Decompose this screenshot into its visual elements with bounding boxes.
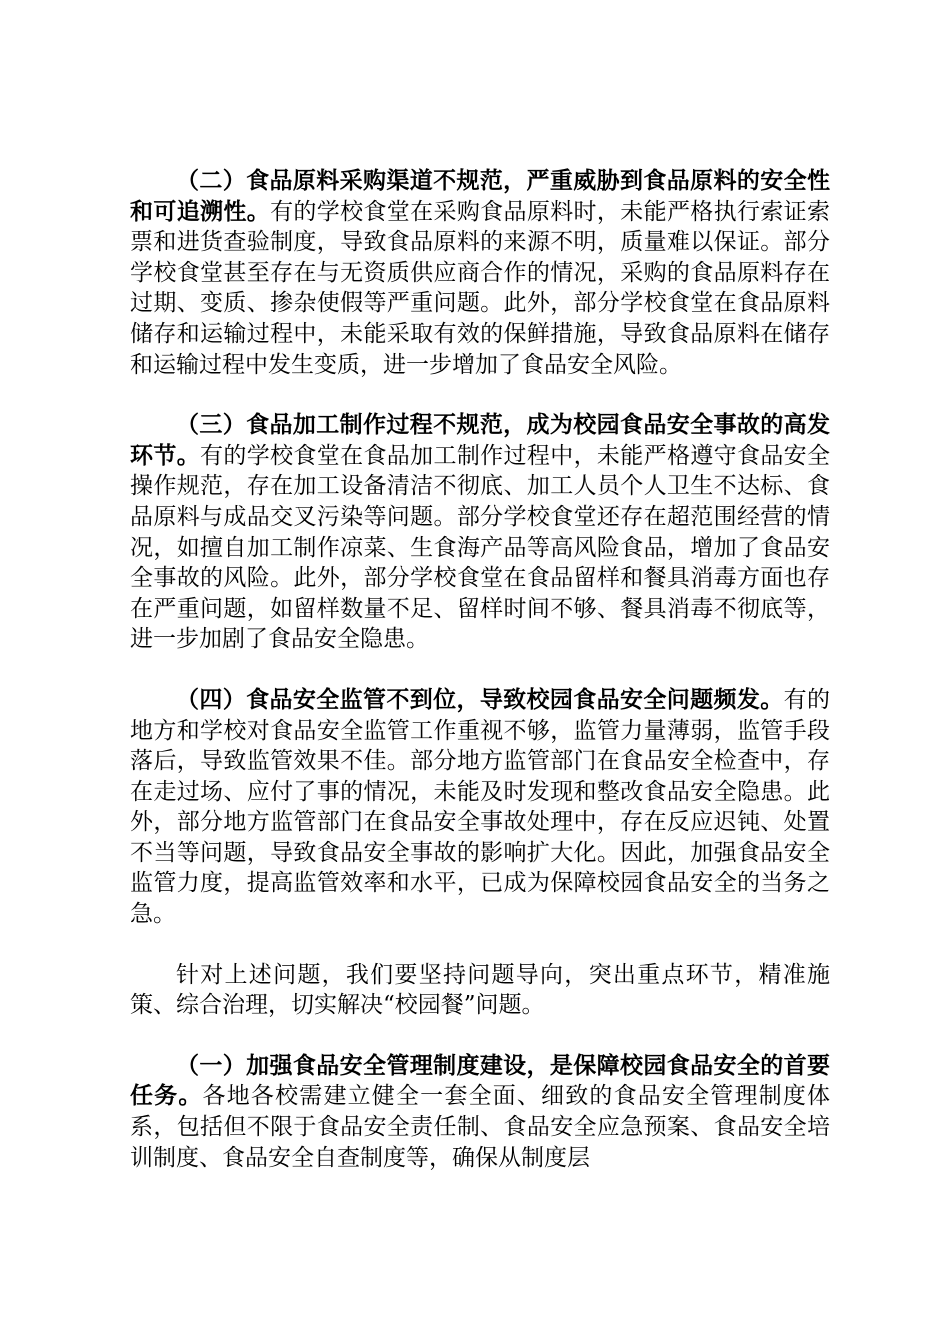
paragraph-body: 有的学校食堂在食品加工制作过程中，未能严格遵守食品安全操作规范，存在加工设备清洁不彻底、加工人员个人卫生不达标、食品原料与成品交叉污染等问题。部分学校食堂还存在超范围经营的情况，如擅自加工制作凉菜、生食海产品等高风险食品，增加了食品安全事故的风险。此外，部分学校食堂在食品留样和餐具消毒方面也存在严重问题，如留样数量不足、留样时间不够、餐具消毒不彻底等，进一步加剧了食品安全隐患。 <box>130 442 831 653</box>
paragraph-transition <box>130 960 830 1021</box>
paragraph-raw-material-procurement <box>130 166 830 380</box>
document-page <box>130 166 830 1203</box>
paragraph-supervision <box>130 685 830 930</box>
paragraph-heading: （四）食品安全监管不到位，导致校园食品安全问题频发。 <box>176 685 784 713</box>
paragraph-body: 有的学校食堂在采购食品原料时，未能严格执行索证索票和进货查验制度，导致食品原料的来源不明，质量难以保证。部分学校食堂甚至存在与无资质供应商合作的情况，采购的食品原料存在过期、变质、掺杂使假等严重问题。此外，部分学校食堂在食品原料储存和运输过程中，未能采取有效的保鲜措施，导致食品原料在储存和运输过程中发生变质，进一步增加了食品安全风险。 <box>130 198 831 378</box>
paragraph-food-processing <box>130 410 830 655</box>
paragraph-heading: （三）食品加工制作过程不规范，成为校园食品安全事故的高发环节。 <box>130 411 830 469</box>
paragraph-heading: （一）加强食品安全管理制度建设，是保障校园食品安全的首要任务。 <box>130 1051 830 1110</box>
paragraph-heading: （二）食品原料采购渠道不规范，严重威胁到食品原料的安全性和可追溯性。 <box>130 167 830 225</box>
paragraph-body: 有的地方和学校对食品安全监管工作重视不够，监管力量薄弱，监管手段落后，导致监管效果不佳。部分地方监管部门在食品安全检查中，存在走过场、应付了事的情况，未能及时发现和整改食品安全隐患。此外，部分地方监管部门在食品安全事故处理中，存在反应迟钝、处置不当等问题，导致食品安全事故的影响扩大化。因此，加强食品安全监管力度，提高监管效率和水平，已成为保障校园食品安全的当务之急。 <box>130 686 831 928</box>
paragraph-management-system <box>130 1051 830 1173</box>
paragraph-body: 针对上述问题，我们要坚持问题导向，突出重点环节，精准施策、综合治理，切实解决“校园餐”问题。 <box>130 961 830 1019</box>
paragraph-body: 各地各校需建立健全一套全面、细致的食品安全管理制度体系，包括但不限于食品安全责任制、食品安全应急预案、食品安全培训制度、食品安全自查制度等，确保从制度层 <box>130 1083 831 1171</box>
